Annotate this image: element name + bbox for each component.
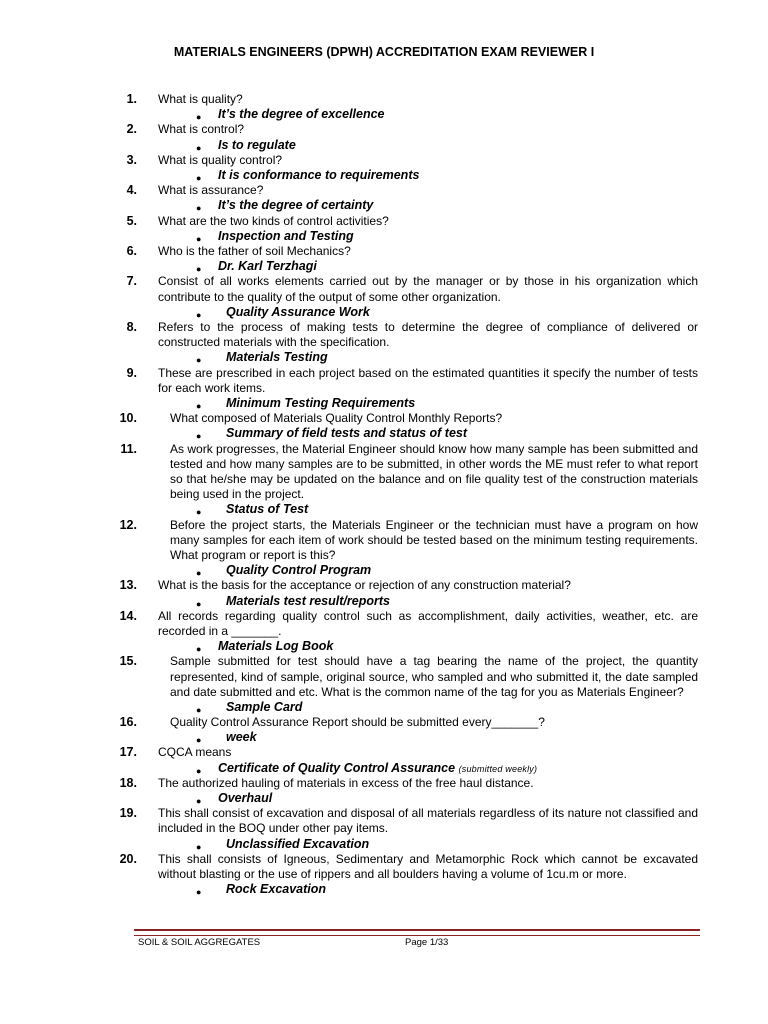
list-item [0,852,768,882]
bullet-icon: ● [196,568,202,579]
bullet-icon: ● [196,264,202,275]
answer-text: Is to regulate [218,137,296,152]
footer-section-label: SOIL & SOIL AGGREGATES [138,937,261,948]
item-number: 6. [126,243,137,258]
answer-text: Summary of field tests and status of test [226,426,468,441]
item-number: 11. [120,441,137,456]
question-text: Refers to the process of making tests to determine the degree of compliance of delivered or constructed materials with the specification. [158,319,698,350]
answer-text: Status of Test [226,502,309,517]
question-text: Consist of all works elements carried out by the manager or by those in his organization which contribute to the quality of the output of some other organization. [158,274,698,304]
list-item [0,244,768,259]
answer-text: Unclassified Excavation [226,836,370,851]
list-item [0,214,768,229]
question-text: This shall consists of Igneous, Sedimentary and Metamorphic Rock which cannot be excavated without blasting or the use of rippers and all boulders having a volume of 1cu.m or more. [158,851,698,882]
bullet-icon: ● [196,887,202,898]
bullet-icon: ● [196,644,202,655]
answer-text: Sample Card [226,699,303,714]
bullet-icon: ● [196,112,202,123]
answer-text: It’s the degree of certainty [218,198,374,213]
question-text: CQCA means [158,745,232,760]
item-number: 16. [119,715,137,730]
answer-text: Quality Assurance Work [226,304,370,319]
item-number: 19. [119,806,137,821]
question-text: What is the basis for the acceptance or rejection of any construction material? [158,578,571,593]
list-item [0,745,768,760]
answer-text: Materials Log Book [218,639,334,654]
list-item [0,183,768,198]
list-item [0,442,768,503]
list-item [0,153,768,168]
answer-text: week [226,730,257,745]
list-item [0,366,768,396]
item-number: 5. [126,213,137,228]
answer-text: Minimum Testing Requirements [226,395,416,410]
item-number: 1. [126,92,137,106]
page-title: MATERIALS ENGINEERS (DPWH) ACCREDITATION EXAM REVIEWER I [173,45,595,59]
bullet-icon: ● [196,142,202,153]
bullet-icon: ● [196,841,202,852]
list-item [0,806,768,836]
item-number: 14. [119,608,137,623]
bullet-icon: ● [196,172,202,183]
bullet-icon: ● [196,765,202,776]
footer-divider [134,929,700,936]
item-number: 7. [126,274,137,289]
list-item [0,654,768,700]
answer-text: Dr. Karl Terzhagi [218,259,317,274]
item-number: 2. [126,122,137,137]
list-item [0,715,768,730]
question-text: What is quality control? [158,152,283,167]
question-list [0,92,768,897]
bullet-icon: ● [196,400,202,411]
item-number: 15. [119,654,137,669]
question-text: What is control? [158,122,245,137]
list-item [0,320,768,350]
bullet-icon: ● [196,704,202,715]
list-item [0,578,768,593]
bullet-icon: ● [196,507,202,518]
answer-text: Materials Testing [226,350,328,365]
bullet-icon: ● [196,598,202,609]
question-text: What composed of Materials Quality Control Monthly Reports? [170,411,503,426]
question-text: This shall consist of excavation and disposal of all materials regardless of its nature not classified and included in the BOQ under other pay items. [158,806,698,836]
question-text: What are the two kinds of control activities? [158,213,389,228]
list-item [0,518,768,564]
bullet-icon: ● [196,309,202,320]
list-item [0,411,768,426]
item-number: 3. [126,152,137,167]
item-number: 13. [119,578,137,593]
answer-text: Rock Excavation [226,882,327,897]
bullet-icon: ● [196,796,202,807]
question-text: Quality Control Assurance Report should be submitted every_______? [170,715,545,730]
answer-text: Materials test result/reports [226,593,390,608]
answer-text: Quality Control Program [226,563,372,578]
answer-text: Inspection and Testing [218,228,354,243]
answer-text: It is conformance to requirements [218,167,420,182]
question-text: What is assurance? [158,183,264,198]
item-number: 12. [119,517,137,532]
question-text: The authorized hauling of materials in excess of the free haul distance. [158,775,534,790]
answer-note: (submitted weekly) [458,763,538,774]
answer-text: It’s the degree of excellence [218,107,385,122]
list-item [0,609,768,639]
bullet-icon: ● [196,233,202,244]
list-item [0,274,768,304]
question-text: All records regarding quality control such as accomplishment, daily activities, weather, etc. are recorded in a _______. [158,608,698,638]
question-text: These are prescribed in each project based on the estimated quantities it specify the number of tests for each work items. [158,365,698,395]
answer-main: Certificate of Quality Control Assurance [218,760,456,775]
question-text: What is quality? [158,92,243,106]
item-number: 9. [126,365,137,380]
question-text: As work progresses, the Material Engineer should know how many sample has been submitted and tested and how many samples are to be submitted, in other words the ME must refer to what report so that he/she may be updated on the balance and on file quality test of the construction materials being used in the project. [170,441,698,502]
question-text: Before the project starts, the Materials Engineer or the technician must have a program on how many samples for each item of work should be tested based on the minimum testing requirements. What program or report is this? [170,517,698,562]
item-number: 4. [126,183,137,198]
item-number: 18. [119,775,137,790]
footer-page-number: Page 1/33 [405,937,449,948]
bullet-icon: ● [196,735,202,746]
list-item [0,122,768,137]
bullet-icon: ● [196,355,202,366]
item-number: 20. [119,851,137,866]
answer-text: Overhaul [218,791,273,806]
item-number: 17. [119,745,137,760]
question-text: Who is the father of soil Mechanics? [158,243,351,258]
list-item [0,776,768,791]
item-number: 10. [119,411,137,426]
list-item [0,92,768,107]
question-text: Sample submitted for test should have a tag bearing the name of the project, the quantity represented, kind of sample, original source, who sampled and who submitted it, the date sampled and date submitted and etc. What is the common name of the tag for you as Materials Engineer? [170,654,698,699]
item-number: 8. [126,319,137,334]
bullet-icon: ● [196,431,202,442]
answer-text [218,761,768,777]
bullet-icon: ● [196,203,202,214]
